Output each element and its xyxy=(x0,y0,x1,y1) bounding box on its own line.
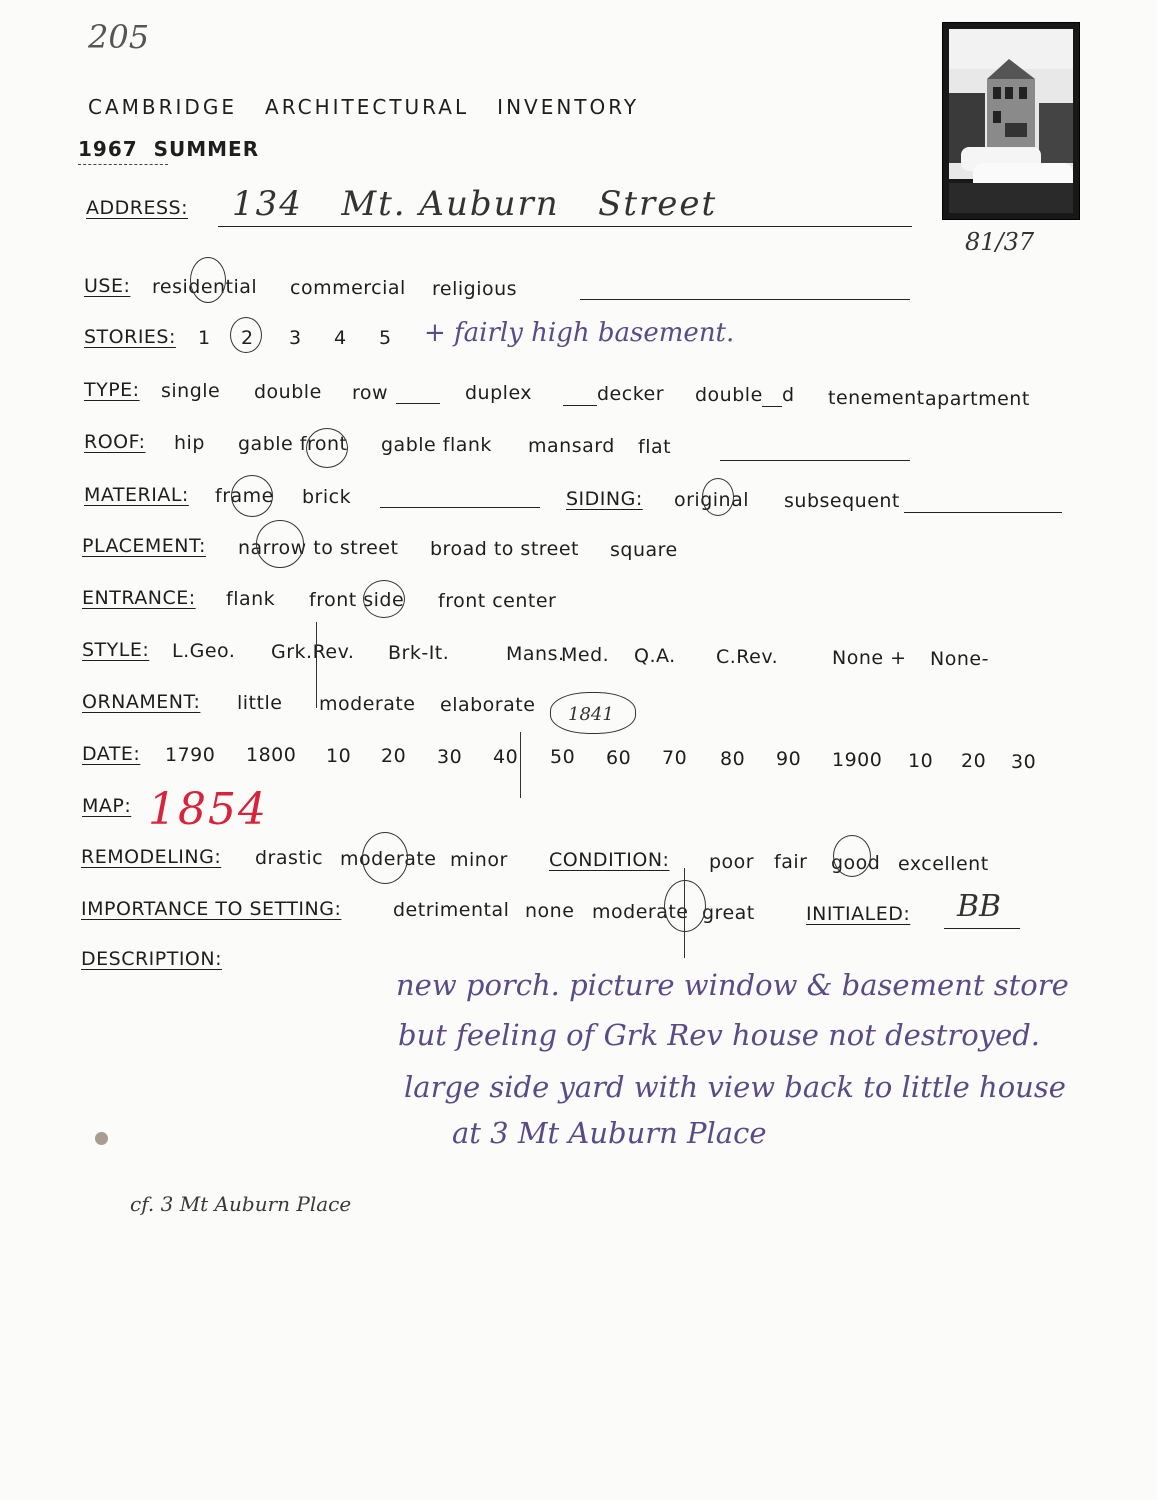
description-line-4: at 3 Mt Auburn Place xyxy=(452,1116,767,1150)
date-1930: 30 xyxy=(1011,751,1037,773)
siding-other-line xyxy=(904,512,1062,513)
circle-importance xyxy=(664,880,706,932)
description-line-2: but feeling of Grk Rev house not destroyed. xyxy=(398,1018,1041,1052)
date-40: 40 xyxy=(493,746,519,768)
date-90: 90 xyxy=(776,748,802,770)
style-none-minus: None- xyxy=(930,648,989,670)
year-underline xyxy=(78,164,168,165)
date-1790: 1790 xyxy=(165,744,216,766)
style-mark-line xyxy=(316,622,317,708)
condition-fair: fair xyxy=(774,851,808,873)
circle-remodeling-moderate xyxy=(362,832,408,884)
house-photo xyxy=(942,22,1080,220)
condition-good: good xyxy=(831,852,881,874)
entrance-front-center: front center xyxy=(438,590,557,612)
importance-great: great xyxy=(702,902,755,924)
house-photo-image xyxy=(943,23,1079,219)
type-double: double xyxy=(254,381,322,403)
circle-stories-2 xyxy=(230,317,262,353)
style-brkit: Brk-It. xyxy=(388,642,450,664)
description-line-3: large side yard with view back to little house xyxy=(404,1070,1066,1104)
use-religious: religious xyxy=(432,278,518,300)
date-50: 50 xyxy=(550,746,576,768)
date-70: 70 xyxy=(662,747,688,769)
style-grkrev: Grk.Rev. xyxy=(271,641,355,663)
importance-mark-line xyxy=(684,868,685,958)
style-lgeo: L.Geo. xyxy=(172,640,236,662)
condition-label: CONDITION: xyxy=(549,849,670,871)
initialed-label: INITIALED: xyxy=(806,903,911,925)
type-row-line xyxy=(396,403,440,404)
remodeling-minor: minor xyxy=(450,849,508,871)
circle-entrance-side xyxy=(363,580,405,618)
use-other-line xyxy=(580,299,910,300)
type-apartment: apartment xyxy=(925,388,1030,410)
type-duplex: duplex xyxy=(465,382,533,404)
roof-other-line xyxy=(720,460,910,461)
date-20: 20 xyxy=(381,745,407,767)
circle-condition-good xyxy=(833,835,871,877)
type-decker-line xyxy=(563,405,597,406)
roof-gable-flank: gable flank xyxy=(381,434,492,456)
siding-label: SIDING: xyxy=(566,488,643,510)
use-residential: residential xyxy=(152,276,258,298)
circle-material-frame xyxy=(231,475,273,517)
siding-subsequent: subsequent xyxy=(784,490,900,512)
roof-label: ROOF: xyxy=(84,431,146,453)
circle-siding-original xyxy=(702,478,734,516)
stories-5: 5 xyxy=(379,327,392,349)
circle-date-annotation xyxy=(550,692,636,734)
roof-flat: flat xyxy=(638,436,672,458)
date-mark-line xyxy=(520,732,521,798)
stories-note: + fairly high basement. xyxy=(424,318,735,348)
condition-poor: poor xyxy=(709,851,755,873)
style-crev: C.Rev. xyxy=(716,646,779,668)
style-mans: Mans. xyxy=(506,643,565,665)
date-1900: 1900 xyxy=(832,749,883,771)
initialed-value: BB xyxy=(957,889,1002,924)
type-double-d-line xyxy=(762,406,782,407)
initialed-line xyxy=(944,928,1020,929)
form-title: CAMBRIDGE ARCHITECTURAL INVENTORY xyxy=(88,95,640,119)
type-double-d: double xyxy=(695,384,763,406)
importance-detrimental: detrimental xyxy=(393,899,510,921)
type-decker: decker xyxy=(597,383,665,405)
type-row: row xyxy=(352,382,389,404)
importance-none: none xyxy=(525,900,575,922)
importance-label: IMPORTANCE TO SETTING: xyxy=(81,898,342,920)
entrance-flank: flank xyxy=(226,588,276,610)
circle-residential xyxy=(190,257,226,303)
placement-label: PLACEMENT: xyxy=(82,535,206,557)
use-commercial: commercial xyxy=(290,277,406,299)
address-label: ADDRESS: xyxy=(86,197,188,219)
roof-hip: hip xyxy=(174,432,205,454)
material-label: MATERIAL: xyxy=(84,484,189,506)
description-label: DESCRIPTION: xyxy=(81,948,223,970)
condition-excellent: excellent xyxy=(898,853,989,875)
date-10: 10 xyxy=(326,745,352,767)
stories-4: 4 xyxy=(334,327,347,349)
type-tenement: tenement xyxy=(828,387,925,409)
ornament-label: ORNAMENT: xyxy=(82,691,201,713)
date-annotation: 1841 xyxy=(568,704,614,725)
placement-narrow: narrow to street xyxy=(238,537,399,559)
date-label: DATE: xyxy=(82,743,141,765)
address-line xyxy=(218,226,912,227)
date-1920: 20 xyxy=(961,750,987,772)
date-80: 80 xyxy=(720,748,746,770)
remodeling-moderate: moderate xyxy=(340,848,437,870)
stories-1: 1 xyxy=(198,327,211,349)
date-1910: 10 xyxy=(908,750,934,772)
material-brick: brick xyxy=(302,486,352,508)
stories-2: 2 xyxy=(241,327,254,349)
map-value: 1854 xyxy=(148,784,268,835)
type-d: d xyxy=(782,384,795,406)
material-other-line xyxy=(380,507,540,508)
remodeling-drastic: drastic xyxy=(255,847,324,869)
form-year xyxy=(78,137,259,161)
entrance-label: ENTRANCE: xyxy=(82,587,196,609)
placement-square: square xyxy=(610,539,678,561)
style-qa: Q.A. xyxy=(634,645,676,667)
type-single: single xyxy=(161,380,221,402)
roof-gable-front: gable front xyxy=(238,433,348,455)
siding-original: original xyxy=(674,489,750,511)
type-label: TYPE: xyxy=(84,379,140,401)
date-1800: 1800 xyxy=(246,744,297,766)
material-frame: frame xyxy=(215,485,274,507)
entrance-front-side: front side xyxy=(309,589,405,611)
map-label: MAP: xyxy=(82,795,132,817)
date-60: 60 xyxy=(606,747,632,769)
year-text: 1967 xyxy=(78,137,138,161)
stories-3: 3 xyxy=(289,327,302,349)
page-number: 205 xyxy=(88,18,150,56)
ornament-moderate: moderate xyxy=(319,693,416,715)
photo-reference: 81/37 xyxy=(965,228,1035,256)
style-med: Med. xyxy=(561,644,610,666)
stories-label: STORIES: xyxy=(84,326,176,348)
punch-hole-mark xyxy=(95,1132,108,1145)
date-30: 30 xyxy=(437,746,463,768)
roof-mansard: mansard xyxy=(528,435,615,457)
footnote: cf. 3 Mt Auburn Place xyxy=(130,1192,352,1216)
season-text: SUMMER xyxy=(153,137,260,161)
ornament-elaborate: elaborate xyxy=(440,694,536,716)
placement-broad: broad to street xyxy=(430,538,580,560)
use-label: USE: xyxy=(84,275,131,297)
remodeling-label: REMODELING: xyxy=(81,846,222,868)
style-label: STYLE: xyxy=(82,639,150,661)
circle-roof-front xyxy=(306,428,348,468)
style-none-plus: None + xyxy=(832,647,907,669)
circle-placement-narrow xyxy=(256,520,304,568)
importance-moderate: moderate xyxy=(592,901,689,923)
description-line-1: new porch. picture window & basement store xyxy=(396,968,1069,1002)
ornament-little: little xyxy=(237,692,283,714)
address-value: 134 Mt. Auburn Street xyxy=(232,184,718,224)
